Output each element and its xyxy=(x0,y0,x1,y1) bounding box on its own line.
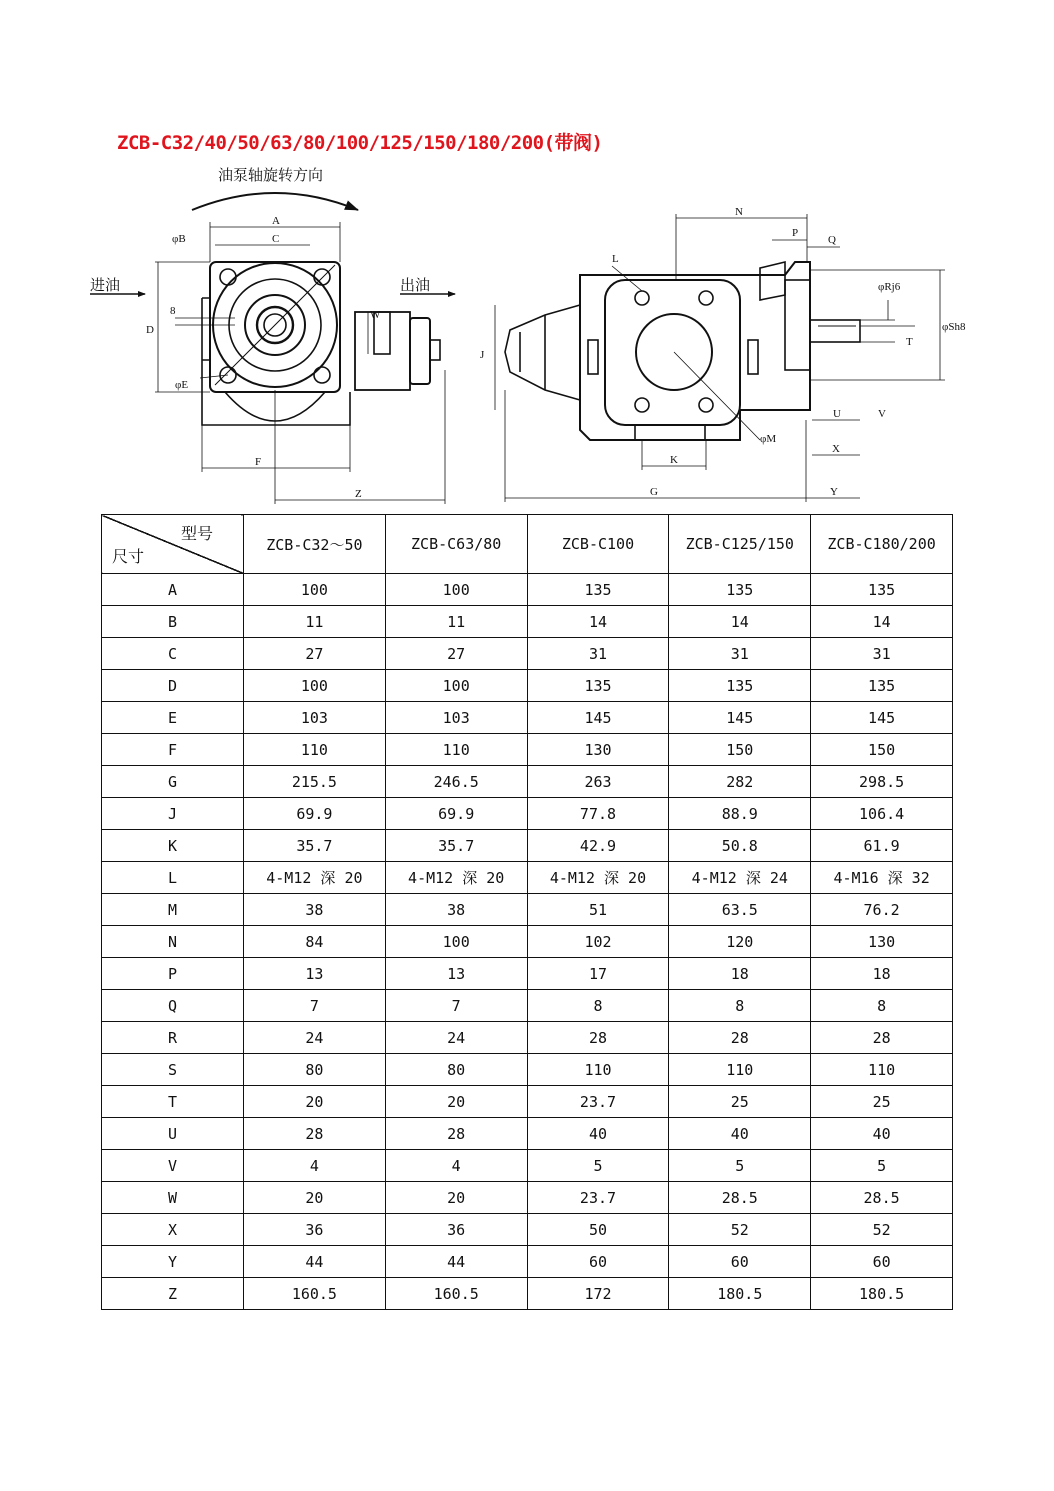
dim-label-phiE: φE xyxy=(175,379,189,391)
dim-label-A: A xyxy=(272,215,280,227)
table-cell: 42.9 xyxy=(527,830,669,862)
table-cell: 5 xyxy=(527,1150,669,1182)
table-cell: 8 xyxy=(811,990,953,1022)
table-cell: 27 xyxy=(385,638,527,670)
dimension-label-cell: D xyxy=(102,670,244,702)
table-row xyxy=(102,862,953,894)
table-cell: 17 xyxy=(527,958,669,990)
table-cell: 27 xyxy=(244,638,386,670)
table-cell: 31 xyxy=(527,638,669,670)
dim-label-D: D xyxy=(146,324,154,336)
table-cell: 7 xyxy=(385,990,527,1022)
side-view-dimensions xyxy=(480,206,966,502)
table-cell: 35.7 xyxy=(385,830,527,862)
table-cell: 130 xyxy=(811,926,953,958)
table-cell: 102 xyxy=(527,926,669,958)
outlet-label: 出油 xyxy=(400,276,431,294)
table-cell: 13 xyxy=(385,958,527,990)
column-header: ZCB-C32～50 xyxy=(244,515,386,574)
table-cell: 14 xyxy=(527,606,669,638)
outlet-arrow xyxy=(400,276,455,294)
dimension-label-cell: R xyxy=(102,1022,244,1054)
dimension-label-cell: F xyxy=(102,734,244,766)
table-row xyxy=(102,734,953,766)
table-row xyxy=(102,702,953,734)
rotation-direction-label: 油泵轴旋转方向 xyxy=(218,166,324,184)
dim-label-G: G xyxy=(650,486,658,498)
table-cell: 4-M12 深 20 xyxy=(527,862,669,894)
table-row xyxy=(102,606,953,638)
table-cell: 180.5 xyxy=(669,1278,811,1310)
table-cell: 44 xyxy=(244,1246,386,1278)
table-cell: 28.5 xyxy=(811,1182,953,1214)
table-row xyxy=(102,670,953,702)
table-row xyxy=(102,830,953,862)
table-cell: 31 xyxy=(811,638,953,670)
column-header: ZCB-C125/150 xyxy=(669,515,811,574)
table-cell: 5 xyxy=(811,1150,953,1182)
dimension-label-cell: G xyxy=(102,766,244,798)
table-cell: 4 xyxy=(385,1150,527,1182)
table-cell: 20 xyxy=(385,1182,527,1214)
column-header: ZCB-C180/200 xyxy=(811,515,953,574)
table-cell: 24 xyxy=(385,1022,527,1054)
front-view-dimensions xyxy=(146,215,445,504)
table-cell: 60 xyxy=(811,1246,953,1278)
table-cell: 36 xyxy=(244,1214,386,1246)
table-row xyxy=(102,1278,953,1310)
table-row xyxy=(102,1214,953,1246)
table-cell: 103 xyxy=(385,702,527,734)
table-cell: 145 xyxy=(811,702,953,734)
table-cell: 4 xyxy=(244,1150,386,1182)
dimension-label-cell: Y xyxy=(102,1246,244,1278)
table-cell: 282 xyxy=(669,766,811,798)
dim-label-T: T xyxy=(906,336,913,348)
dimension-label-cell: V xyxy=(102,1150,244,1182)
dim-label-N: N xyxy=(735,206,743,218)
table-cell: 69.9 xyxy=(385,798,527,830)
table-cell: 14 xyxy=(811,606,953,638)
table-cell: 40 xyxy=(527,1118,669,1150)
table-cell: 50.8 xyxy=(669,830,811,862)
table-cell: 145 xyxy=(669,702,811,734)
table-cell: 60 xyxy=(527,1246,669,1278)
table-cell: 103 xyxy=(244,702,386,734)
table-cell: 246.5 xyxy=(385,766,527,798)
dim-label-Q: Q xyxy=(828,234,836,246)
table-cell: 135 xyxy=(527,574,669,606)
dimension-table xyxy=(101,514,953,1310)
table-cell: 135 xyxy=(669,574,811,606)
table-cell: 38 xyxy=(385,894,527,926)
table-cell: 20 xyxy=(244,1086,386,1118)
table-cell: 135 xyxy=(811,670,953,702)
table-cell: 8 xyxy=(527,990,669,1022)
table-cell: 25 xyxy=(669,1086,811,1118)
dimension-label-cell: S xyxy=(102,1054,244,1086)
table-cell: 61.9 xyxy=(811,830,953,862)
dim-label-W: W xyxy=(370,309,381,321)
dimension-label-cell: A xyxy=(102,574,244,606)
table-cell: 145 xyxy=(527,702,669,734)
inlet-label: 进油 xyxy=(90,276,121,294)
table-cell: 110 xyxy=(669,1054,811,1086)
dimension-label-cell: Z xyxy=(102,1278,244,1310)
dim-label-Y: Y xyxy=(830,486,838,498)
table-cell: 31 xyxy=(669,638,811,670)
table-cell: 40 xyxy=(811,1118,953,1150)
table-cell: 76.2 xyxy=(811,894,953,926)
page-title: ZCB-C32/40/50/63/80/100/125/150/180/200(带阀) xyxy=(117,132,603,154)
table-header-row xyxy=(102,515,953,574)
dim-label-8: 8 xyxy=(170,305,176,317)
table-cell: 24 xyxy=(244,1022,386,1054)
table-cell: 18 xyxy=(811,958,953,990)
table-cell: 52 xyxy=(811,1214,953,1246)
table-cell: 100 xyxy=(244,574,386,606)
table-cell: 44 xyxy=(385,1246,527,1278)
column-header: ZCB-C100 xyxy=(527,515,669,574)
corner-size-label: 尺寸 xyxy=(112,547,145,566)
table-cell: 180.5 xyxy=(811,1278,953,1310)
table-row xyxy=(102,1022,953,1054)
table-cell: 28 xyxy=(527,1022,669,1054)
dimension-label-cell: Q xyxy=(102,990,244,1022)
table-cell: 110 xyxy=(811,1054,953,1086)
table-cell: 14 xyxy=(669,606,811,638)
dim-label-phiB: φB xyxy=(172,233,186,245)
table-cell: 4-M12 深 20 xyxy=(385,862,527,894)
column-header: ZCB-C63/80 xyxy=(385,515,527,574)
dim-label-phiRj6: φRj6 xyxy=(878,281,901,293)
table-cell: 36 xyxy=(385,1214,527,1246)
dim-label-K: K xyxy=(670,454,678,466)
table-cell: 20 xyxy=(385,1086,527,1118)
table-cell: 160.5 xyxy=(244,1278,386,1310)
table-cell: 60 xyxy=(669,1246,811,1278)
table-cell: 28.5 xyxy=(669,1182,811,1214)
table-cell: 35.7 xyxy=(244,830,386,862)
table-cell: 25 xyxy=(811,1086,953,1118)
dim-label-U: U xyxy=(833,408,841,420)
table-cell: 28 xyxy=(244,1118,386,1150)
table-row xyxy=(102,1118,953,1150)
table-cell: 63.5 xyxy=(669,894,811,926)
dimension-label-cell: W xyxy=(102,1182,244,1214)
table-cell: 28 xyxy=(385,1118,527,1150)
table-cell: 23.7 xyxy=(527,1182,669,1214)
dimension-label-cell: T xyxy=(102,1086,244,1118)
table-row xyxy=(102,1150,953,1182)
table-cell: 110 xyxy=(385,734,527,766)
table-cell: 135 xyxy=(669,670,811,702)
table-cell: 40 xyxy=(669,1118,811,1150)
table-row xyxy=(102,638,953,670)
dimension-label-cell: K xyxy=(102,830,244,862)
table-cell: 130 xyxy=(527,734,669,766)
table-cell: 69.9 xyxy=(244,798,386,830)
table-cell: 135 xyxy=(527,670,669,702)
table-cell: 215.5 xyxy=(244,766,386,798)
dimension-label-cell: X xyxy=(102,1214,244,1246)
table-cell: 120 xyxy=(669,926,811,958)
table-row xyxy=(102,1086,953,1118)
dim-label-Z: Z xyxy=(355,488,362,500)
dimension-label-cell: N xyxy=(102,926,244,958)
table-row xyxy=(102,958,953,990)
table-cell: 172 xyxy=(527,1278,669,1310)
table-cell: 38 xyxy=(244,894,386,926)
dim-label-J: J xyxy=(480,349,485,361)
table-cell: 11 xyxy=(385,606,527,638)
table-cell: 110 xyxy=(527,1054,669,1086)
side-view xyxy=(505,262,860,440)
table-cell: 20 xyxy=(244,1182,386,1214)
table-cell: 160.5 xyxy=(385,1278,527,1310)
dim-label-phiM: φM xyxy=(760,433,777,445)
table-row xyxy=(102,574,953,606)
dim-label-F: F xyxy=(255,456,262,468)
dimension-label-cell: M xyxy=(102,894,244,926)
table-cell: 88.9 xyxy=(669,798,811,830)
dimension-label-cell: L xyxy=(102,862,244,894)
table-row xyxy=(102,894,953,926)
table-cell: 84 xyxy=(244,926,386,958)
table-cell: 5 xyxy=(669,1150,811,1182)
dim-label-P: P xyxy=(792,227,799,239)
table-row xyxy=(102,1054,953,1086)
corner-model-label: 型号 xyxy=(180,524,213,543)
table-cell: 13 xyxy=(244,958,386,990)
table-cell: 4-M16 深 32 xyxy=(811,862,953,894)
dimension-label-cell: J xyxy=(102,798,244,830)
table-cell: 4-M12 深 20 xyxy=(244,862,386,894)
dimension-label-cell: E xyxy=(102,702,244,734)
table-cell: 80 xyxy=(244,1054,386,1086)
rotation-arrow xyxy=(192,193,358,210)
table-corner-cell xyxy=(102,515,244,574)
table-cell: 4-M12 深 24 xyxy=(669,862,811,894)
inlet-arrow xyxy=(90,276,145,294)
table-row xyxy=(102,798,953,830)
table-cell: 50 xyxy=(527,1214,669,1246)
dim-label-phiSh8: φSh8 xyxy=(942,321,966,333)
table-row xyxy=(102,1246,953,1278)
table-cell: 8 xyxy=(669,990,811,1022)
table-row xyxy=(102,1182,953,1214)
dimension-label-cell: C xyxy=(102,638,244,670)
table-cell: 135 xyxy=(811,574,953,606)
table-cell: 150 xyxy=(811,734,953,766)
table-cell: 100 xyxy=(385,670,527,702)
dim-label-L: L xyxy=(612,253,619,265)
table-cell: 52 xyxy=(669,1214,811,1246)
table-cell: 110 xyxy=(244,734,386,766)
dim-label-X: X xyxy=(832,443,840,455)
dim-label-V: V xyxy=(878,408,886,420)
table-cell: 7 xyxy=(244,990,386,1022)
table-cell: 298.5 xyxy=(811,766,953,798)
dim-label-C: C xyxy=(272,233,280,245)
dimension-label-cell: P xyxy=(102,958,244,990)
table-cell: 28 xyxy=(669,1022,811,1054)
table-cell: 80 xyxy=(385,1054,527,1086)
table-cell: 11 xyxy=(244,606,386,638)
table-cell: 100 xyxy=(385,926,527,958)
table-cell: 263 xyxy=(527,766,669,798)
table-row xyxy=(102,766,953,798)
table-cell: 100 xyxy=(244,670,386,702)
table-cell: 77.8 xyxy=(527,798,669,830)
table-cell: 106.4 xyxy=(811,798,953,830)
table-cell: 51 xyxy=(527,894,669,926)
table-row xyxy=(102,990,953,1022)
table-cell: 100 xyxy=(385,574,527,606)
table-cell: 23.7 xyxy=(527,1086,669,1118)
pump-dimension-drawing xyxy=(0,150,1054,510)
dimension-label-cell: U xyxy=(102,1118,244,1150)
table-cell: 18 xyxy=(669,958,811,990)
dimension-label-cell: B xyxy=(102,606,244,638)
table-cell: 28 xyxy=(811,1022,953,1054)
table-row xyxy=(102,926,953,958)
table-cell: 150 xyxy=(669,734,811,766)
